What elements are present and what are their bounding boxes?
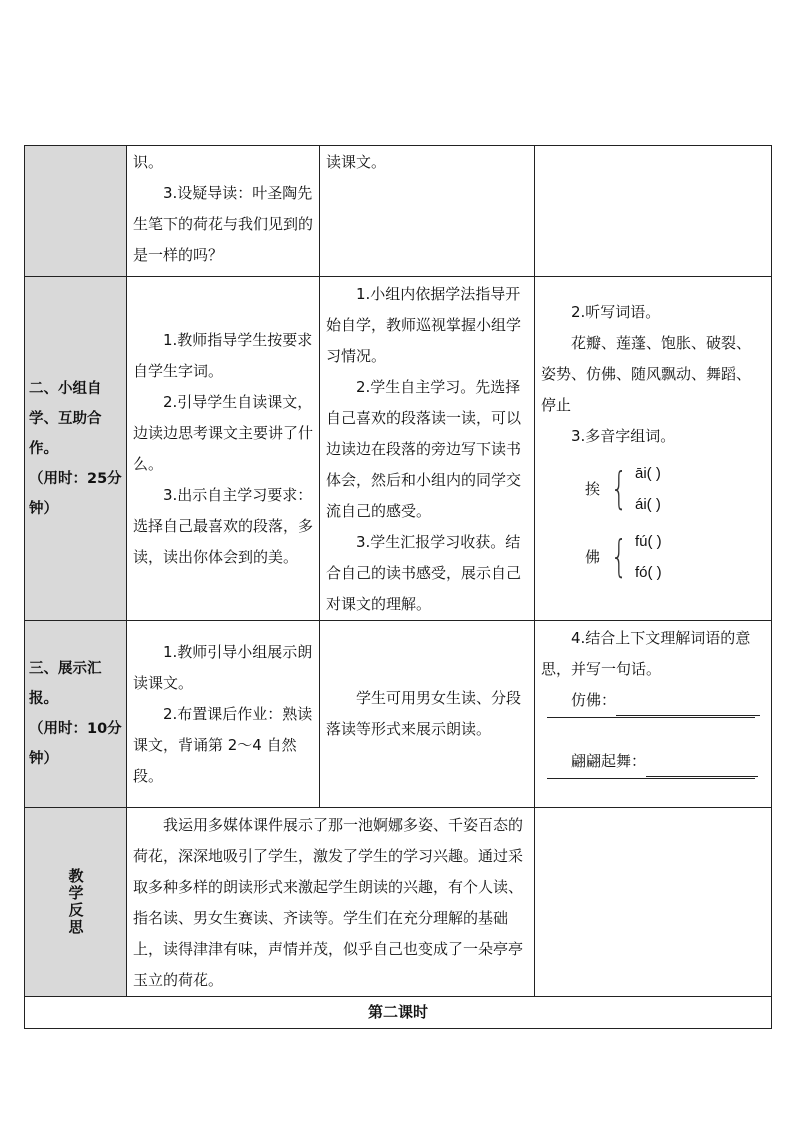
pinyin-blank[interactable]: āi( ) xyxy=(635,465,661,482)
text-paragraph: 1.小组内依据学法指导开始自学，教师巡视掌握小组学习情况。 xyxy=(326,285,522,365)
text-paragraph: 学生可用男女生读、分段落读等形式来展示朗读。 xyxy=(326,689,522,738)
student-activity-cell xyxy=(320,146,535,277)
exercise-cell xyxy=(535,277,772,621)
polyphone-title: 3.多音字组词。 xyxy=(571,427,676,445)
text-paragraph: 3.设疑导读：叶圣陶先生笔下的荷花与我们见到的是一样的吗？ xyxy=(133,184,314,264)
stage-cell xyxy=(25,277,127,621)
dictation-words: 花瓣、莲蓬、饱胀、破裂、姿势、仿佛、随风飘动、舞蹈、停止 xyxy=(541,334,752,414)
brace-icon: { xyxy=(610,531,628,582)
reflection-paragraph: 我运用多媒体课件展示了那一池婀娜多姿、千姿百态的荷花，深深地吸引了学生，激发了学生的学习兴趣。通过采取多种多样的朗读形式来激起学生朗读的兴趣，有个人读、指名读、男女生赛读、齐读等。学生们在充分理解的基础上，读得津津有味，声情并茂，似乎自己也变成了一朵亭亭玉立的荷花。 xyxy=(133,816,524,989)
table-row-continued xyxy=(25,146,772,277)
answer-line[interactable] xyxy=(547,716,755,718)
polyphone-char: 挨 xyxy=(585,479,601,498)
exercise-title: 4.结合上下文理解词语的意思，并写一句话。 xyxy=(541,629,751,678)
stage-cell xyxy=(25,621,127,808)
teacher-activity-cell xyxy=(127,277,320,621)
lesson-title: 第二课时 xyxy=(25,997,772,1029)
polyphone-char: 佛 xyxy=(585,547,601,566)
stage-title: 三、展示汇报。 xyxy=(29,661,102,707)
text-paragraph: 3.出示自主学习要求：选择自己最喜欢的段落，多读，读出你体会到的美。 xyxy=(133,485,314,566)
text-paragraph: 1.教师引导小组展示朗读课文。 xyxy=(133,642,313,692)
exercise-cell-empty xyxy=(535,146,772,277)
lesson-plan-table xyxy=(24,145,772,1029)
text-line: 识。 xyxy=(133,153,164,171)
polyphone-group xyxy=(585,458,765,520)
word-label: 翩翩起舞： xyxy=(571,752,647,770)
student-activity-cell xyxy=(320,277,535,621)
reflection-heading: 教学反思 xyxy=(66,868,85,936)
reflection-empty-cell xyxy=(535,808,772,997)
table-row-reflection xyxy=(25,808,772,997)
stage-cell-empty xyxy=(25,146,127,277)
answer-blank[interactable] xyxy=(646,760,758,777)
reflection-text-cell xyxy=(127,808,535,997)
student-activity-cell xyxy=(320,621,535,808)
teacher-activity-cell xyxy=(127,621,320,808)
answer-blank[interactable] xyxy=(616,699,760,716)
pinyin-blank[interactable]: ái( ) xyxy=(635,496,661,513)
text-paragraph: 3.学生汇报学习收获。结合自己的读书感受，展示自己对课文的理解。 xyxy=(326,533,522,613)
stage-title: 二、小组自学、互助合作。 xyxy=(29,380,102,457)
word-fill-line xyxy=(541,685,765,716)
answer-line[interactable] xyxy=(547,777,755,779)
pinyin-blank[interactable]: fú( ) xyxy=(635,533,662,550)
stage-duration: （用时：10分钟） xyxy=(29,721,122,767)
text-paragraph: 2.引导学生自读课文，边读边思考课文主要讲了什么。 xyxy=(133,392,314,473)
exercise-cell xyxy=(535,621,772,808)
word-label: 仿佛： xyxy=(571,691,617,709)
polyphone-group xyxy=(585,526,765,588)
brace-icon: { xyxy=(610,463,628,514)
text-paragraph: 2.学生自主学习。先选择自己喜欢的段落读一读，可以边读边在段落的旁边写下读书体会，然后和小组内的同学交流自己的感受。 xyxy=(326,378,522,520)
table-row-lesson-title xyxy=(25,997,772,1029)
dictation-title: 2.听写词语。 xyxy=(571,303,661,321)
table-row-group-study xyxy=(25,277,772,621)
table-row-presentation xyxy=(25,621,772,808)
stage-duration: （用时：25分钟） xyxy=(29,470,122,517)
reflection-head-cell xyxy=(25,808,127,997)
word-fill-line xyxy=(541,746,765,777)
text-line: 读课文。 xyxy=(326,153,387,171)
teacher-activity-cell xyxy=(127,146,320,277)
text-paragraph: 1.教师指导学生按要求自学生字词。 xyxy=(133,330,313,380)
pinyin-blank[interactable]: fó( ) xyxy=(635,564,662,581)
text-paragraph: 2.布置课后作业：熟读课文，背诵第 2～4 自然段。 xyxy=(133,704,313,785)
